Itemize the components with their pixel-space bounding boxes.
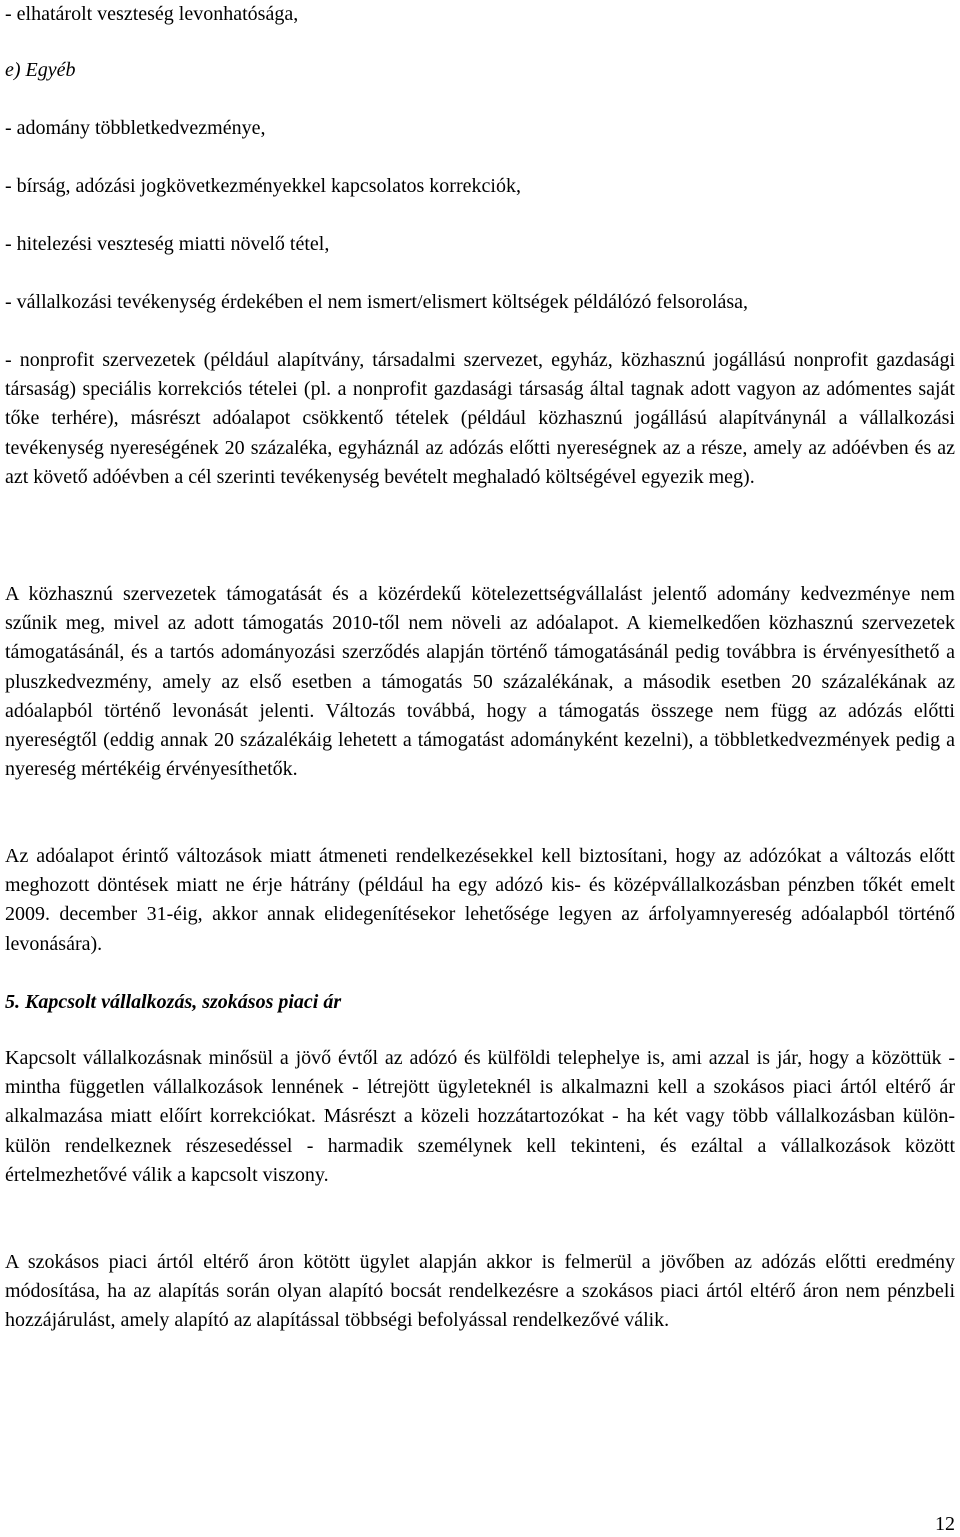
- paragraph-related-companies: Kapcsolt vállalkozásnak minősül a jövő évtől az adózó és külföldi telephelye is, ami azzal is jár, hogy a közöttük - mintha független vállalkozások lennének - létrejött ügyleteknél is alkalmazni kell a szokásos piaci ártól eltérő ár alkalmazása miatt előírt korrekciókat. Másrészt a közeli hozzátartozókat - ha két vagy több vállalkozásban külön-külön rendelkeznek részesedéssel - harmadik személynek kell tekinteni, és ezáltal a vállalkozások között értelmezhetővé válik a kapcsolt viszony.: [5, 1047, 955, 1186]
- section-heading: 5. Kapcsolt vállalkozás, szokásos piaci ár: [5, 991, 342, 1013]
- list-item: - vállalkozási tevékenység érdekében el nem ismert/elismert költségek példálózó felsorolása,: [5, 291, 749, 313]
- paragraph-transition: Az adóalapot érintő változások miatt átmeneti rendelkezésekkel kell biztosítani, hogy az adózókat a változás előtt meghozott döntések miatt ne érje hátrány (például ha egy adózó kis- és középvállalkozásban pénzben tőkét emelt 2009. december 31-éig, akkor annak elidegenítésekor lehetősége legyen az árfolyamnyereség adóalapból történő levonására).: [5, 845, 955, 955]
- list-item: - bírság, adózási jogkövetkezményekkel kapcsolatos korrekciók,: [5, 175, 521, 197]
- list-item: - elhatárolt veszteség levonhatósága,: [5, 3, 299, 25]
- page-number: 12: [935, 1513, 955, 1535]
- paragraph-market-price: A szokásos piaci ártól eltérő áron kötött ügylet alapján akkor is felmerül a jövőben az adózás előtti eredmény módosítása, ha az alapítás során olyan alapító bocsát rendelkezésre a szokásos piaci ártól eltérő áron nem pénzbeli hozzájárulást, amely alapító az alapítással többségi befolyással rendelkezővé válik.: [5, 1251, 955, 1332]
- list-item: - hitelezési veszteség miatti növelő tétel,: [5, 233, 330, 255]
- paragraph-donation: A közhasznú szervezetek támogatását és a közérdekű kötelezettségvállalást jelentő adomány kedvezménye nem szűnik meg, mivel az adott támogatás 2010-től nem növeli az adóalapot. A kiemelkedően közhasznú szervezetek támogatásánál, és a tartós adományozási szerződés alapján történő támogatásánál pedig továbbra is érvényesíthető a pluszkedvezmény, amely az első esetben a támogatás 50 százalékának, a második esetben 20 százalékának az adóalapból történő levonását jelenti. Változás továbbá, hogy a támogatás összege nem függ az adózás előtti nyereségtől (eddig annak 20 százalékáig lehetett a támogatást adományként kezelni), a többletkedvezmények pedig a nyereség mértékéig érvényesíthetők.: [5, 583, 955, 781]
- paragraph-nonprofit: - nonprofit szervezetek (például alapítvány, társadalmi szervezet, egyház, közhasznú jogállású nonprofit gazdasági társaság) speciális korrekciós tételei (pl. a nonprofit gazdasági társaság által tagnak adott vagyon az adómentes saját tőke terhére), másrészt adóalapot csökkentő tételek (például közhasznú jogállású alapítványnál a vállalkozási tevékenység nyereségének 20 százaléka, egyháznál az adózás előtti nyereségnek az a része, amely az adóévben és az azt követő adóévben a cél szerinti tevékenység bevételt meghaladó költségével egyezik meg).: [5, 349, 955, 488]
- subsection-label: e) Egyéb: [5, 59, 76, 81]
- list-item: - adomány többletkedvezménye,: [5, 117, 266, 139]
